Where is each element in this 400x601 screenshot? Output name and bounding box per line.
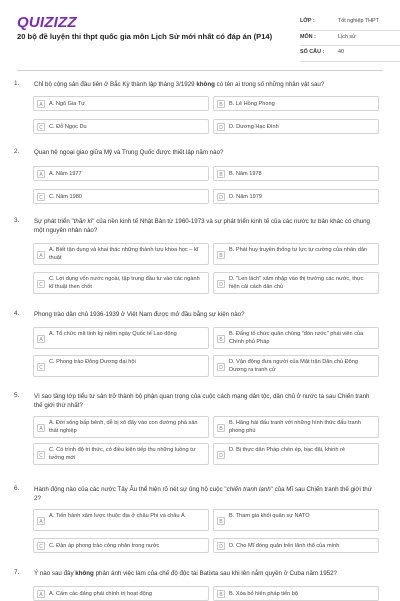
option-text: A. Tiến hành xâm lược thuộc địa ở châu Phi và châu Á: [49, 513, 185, 519]
option-text: B. Đấng tố chức quân chúng "đón rước" phái viên của Chính phủ Pháp: [229, 331, 364, 345]
meta-key: MÔN :: [300, 33, 316, 40]
option-letter-box: B: [217, 517, 225, 525]
option-d[interactable]: [213, 538, 379, 553]
option-letter-box: B: [217, 424, 225, 432]
option-b[interactable]: [213, 416, 379, 438]
meta-row-subject: [300, 31, 400, 47]
option-letter-box: D: [217, 451, 225, 459]
option-text: B. Lê Hồng Phong: [229, 100, 275, 107]
option-d[interactable]: [213, 119, 379, 134]
option-text: B. Xóa bỏ hiến pháp tiến bộ: [229, 590, 299, 597]
option-letter-box: A: [37, 335, 45, 343]
option-d[interactable]: [213, 272, 379, 294]
meta-row-class: [300, 15, 400, 31]
meta-row-count: [300, 46, 400, 62]
option-text: A. Năm 1977: [49, 170, 82, 177]
option-letter-box: C: [37, 451, 45, 459]
meta-key: LỚP :: [300, 18, 315, 24]
option-letter-box: D: [217, 542, 225, 550]
option-b[interactable]: [213, 586, 379, 601]
question-text-part: phản ánh việc làm của chế độ độc tài Batixta sau khi lên nắm quyền ở Cuba năm 1952?: [93, 570, 337, 577]
option-text: C. Có trình độ tri thức, có điều kiện tiếp thu những luồng tư tưởng mới: [49, 447, 196, 461]
option-letter-box: A: [37, 590, 45, 598]
question-text-part: Ý nào sau đây: [34, 570, 76, 577]
meta-value: 40: [338, 49, 344, 55]
question-number: 5.: [14, 392, 20, 399]
option-letter-box: C: [37, 123, 45, 131]
option-b[interactable]: [213, 509, 379, 531]
option-letter-box: C: [37, 363, 45, 371]
option-letter-box: C: [37, 280, 45, 288]
option-letter-box: A: [37, 251, 45, 259]
question-keyword: không: [75, 570, 94, 577]
option-c[interactable]: [33, 272, 209, 294]
question-text-part: có tên ai trong số những nhân vật sau?: [214, 81, 325, 88]
question-number: 6.: [14, 485, 20, 492]
option-text: D. Bị thực dân Pháp chèn ép, bạc đãi, khinh rẻ: [229, 447, 346, 453]
option-a[interactable]: [33, 586, 209, 601]
question-text: [34, 217, 374, 235]
option-text: C. Phong trào Đông Dương đại hội: [49, 359, 136, 365]
option-letter-box: A: [37, 517, 45, 525]
option-letter-box: C: [37, 193, 45, 201]
question-text-part: " của nền kinh tế Nhật Bản từ 1960-1973 và sự phát triển kinh tế của các nước tư bản khác có chung một nguyên nhân nào?: [34, 218, 370, 234]
question-text-part: " của Mĩ sau Chiến tranh thế giới thứ 2?: [34, 486, 372, 502]
option-d[interactable]: [213, 355, 379, 377]
question-emphasis: thần kì: [73, 218, 93, 225]
option-text: C. Đỗ Ngọc Du: [49, 123, 87, 130]
option-text: B. Phát huy truyền thống tự lực tự cường của nhân dân: [229, 247, 368, 253]
option-text: D. Năm 1979: [229, 193, 262, 200]
option-text: C. Đàn áp phong trào công nhân trong nước: [49, 542, 160, 549]
question-number: 7.: [14, 569, 20, 576]
option-text: C. Năm 1980: [49, 193, 82, 200]
option-a[interactable]: [33, 327, 209, 349]
question-text-part: Chỉ bộ cộng sản đầu tiên ở Bắc Kỳ thành lập tháng 3/1929: [34, 81, 197, 88]
option-c[interactable]: [33, 119, 209, 134]
worksheet-header: [0, 0, 400, 72]
option-text: D. Cho Mĩ đóng quân trên lãnh thổ của mình: [229, 542, 340, 549]
option-a[interactable]: [33, 166, 209, 181]
option-text: B. Tham gia khối quân sự NATO: [229, 513, 310, 519]
option-b[interactable]: [213, 327, 379, 349]
option-text: A. Cấm các đảng phái chính trị hoạt động: [49, 590, 152, 597]
option-text: B. Năm 1978: [229, 170, 262, 177]
meta-value: Tốt nghiệp THPT: [338, 18, 379, 24]
option-c[interactable]: [33, 538, 209, 553]
header-divider: [17, 70, 383, 71]
option-text: B. Hăng hái đấu tranh với những hình thức đấu tranh phong phú: [229, 420, 361, 434]
option-a[interactable]: [33, 509, 209, 531]
question-text: [34, 485, 374, 503]
option-letter-box: B: [217, 590, 225, 598]
option-text: A. Biết tận dụng và khai thác những thành tựu khoa học – kĩ thuật: [49, 247, 199, 261]
meta-key: SỐ CÂU :: [300, 49, 325, 55]
question-text: Phong trào dân chủ 1936-1939 ở Việt Nam được mở đầu bằng sự kiện nào?: [34, 311, 245, 318]
option-c[interactable]: [33, 189, 209, 204]
question-text-part: Hành động nào của các nước Tây Âu thể hiện rõ nét sự ủng hộ cuộc ": [34, 486, 227, 493]
question-number: 2.: [14, 148, 20, 155]
worksheet-meta: [300, 15, 400, 62]
question-text: [34, 80, 374, 89]
option-b[interactable]: [213, 166, 379, 181]
option-letter-box: B: [217, 100, 225, 108]
option-d[interactable]: [213, 443, 379, 465]
option-letter-box: D: [217, 123, 225, 131]
option-letter-box: D: [217, 363, 225, 371]
option-d[interactable]: [213, 189, 379, 204]
option-text: A. Đời sống bấp bênh, dễ bị xô đẩy vào con đường phá sản thất nghiệp: [49, 420, 198, 434]
option-a[interactable]: [33, 243, 209, 265]
option-text: A. Tổ chức mít tinh kỷ niệm ngày Quốc tế Lao động: [49, 331, 177, 337]
option-letter-box: B: [217, 170, 225, 178]
option-c[interactable]: [33, 355, 209, 377]
question-number: 1.: [14, 80, 20, 87]
option-text: D. "Len lách" xâm nhập vào thị trường các nước, thực hiện cải cách dân chủ: [229, 276, 364, 290]
option-text: D. Vận động đưa người của Mặt trận Dân chủ Đông Dương ra tranh cử: [229, 359, 359, 373]
option-text: A. Ngô Gia Tự: [49, 100, 85, 107]
option-letter-box: D: [217, 280, 225, 288]
question-text: Quan hệ ngoại giao giữa Mỹ và Trung Quốc được thiết lập năm nào?: [34, 149, 224, 156]
option-letter-box: C: [37, 542, 45, 550]
option-b[interactable]: [213, 243, 379, 265]
option-letter-box: B: [217, 251, 225, 259]
option-text: D. Dương Hạc Đính: [229, 123, 279, 130]
question-number: 3.: [14, 217, 20, 224]
option-letter-box: B: [217, 335, 225, 343]
option-a[interactable]: [33, 96, 209, 111]
question-text: [34, 569, 374, 578]
question-keyword: không: [196, 81, 215, 88]
option-letter-box: D: [217, 193, 225, 201]
question-text-part: Sự phát triển ": [34, 218, 74, 225]
worksheet-title: 20 bộ đề luyện thi thpt quốc gia môn Lịch Sử mới nhất có đáp án (P14): [17, 32, 273, 41]
question-number: 4.: [14, 310, 20, 317]
question-text: Vì sao tầng lớp tiểu tư sản trở thành bộ phận quan trọng của cuộc cách mạng dân tộc, dân chủ ở nước ta sau Chiến tranh thế giới thứ nhất?: [34, 393, 370, 409]
option-letter-box: A: [37, 170, 45, 178]
meta-value: Lịch sử: [338, 33, 356, 40]
option-a[interactable]: [33, 416, 209, 438]
quizizz-logo: QUIZIZZ: [17, 14, 77, 31]
option-text: C. Lợi dụng vốn nước ngoài, tập trung đầu tư vào các ngành kĩ thuật then chốt: [49, 276, 200, 290]
option-letter-box: A: [37, 424, 45, 432]
option-c[interactable]: [33, 443, 209, 465]
question-emphasis: chiến tranh lạnh: [226, 486, 271, 493]
option-letter-box: A: [37, 100, 45, 108]
option-b[interactable]: [213, 96, 379, 111]
